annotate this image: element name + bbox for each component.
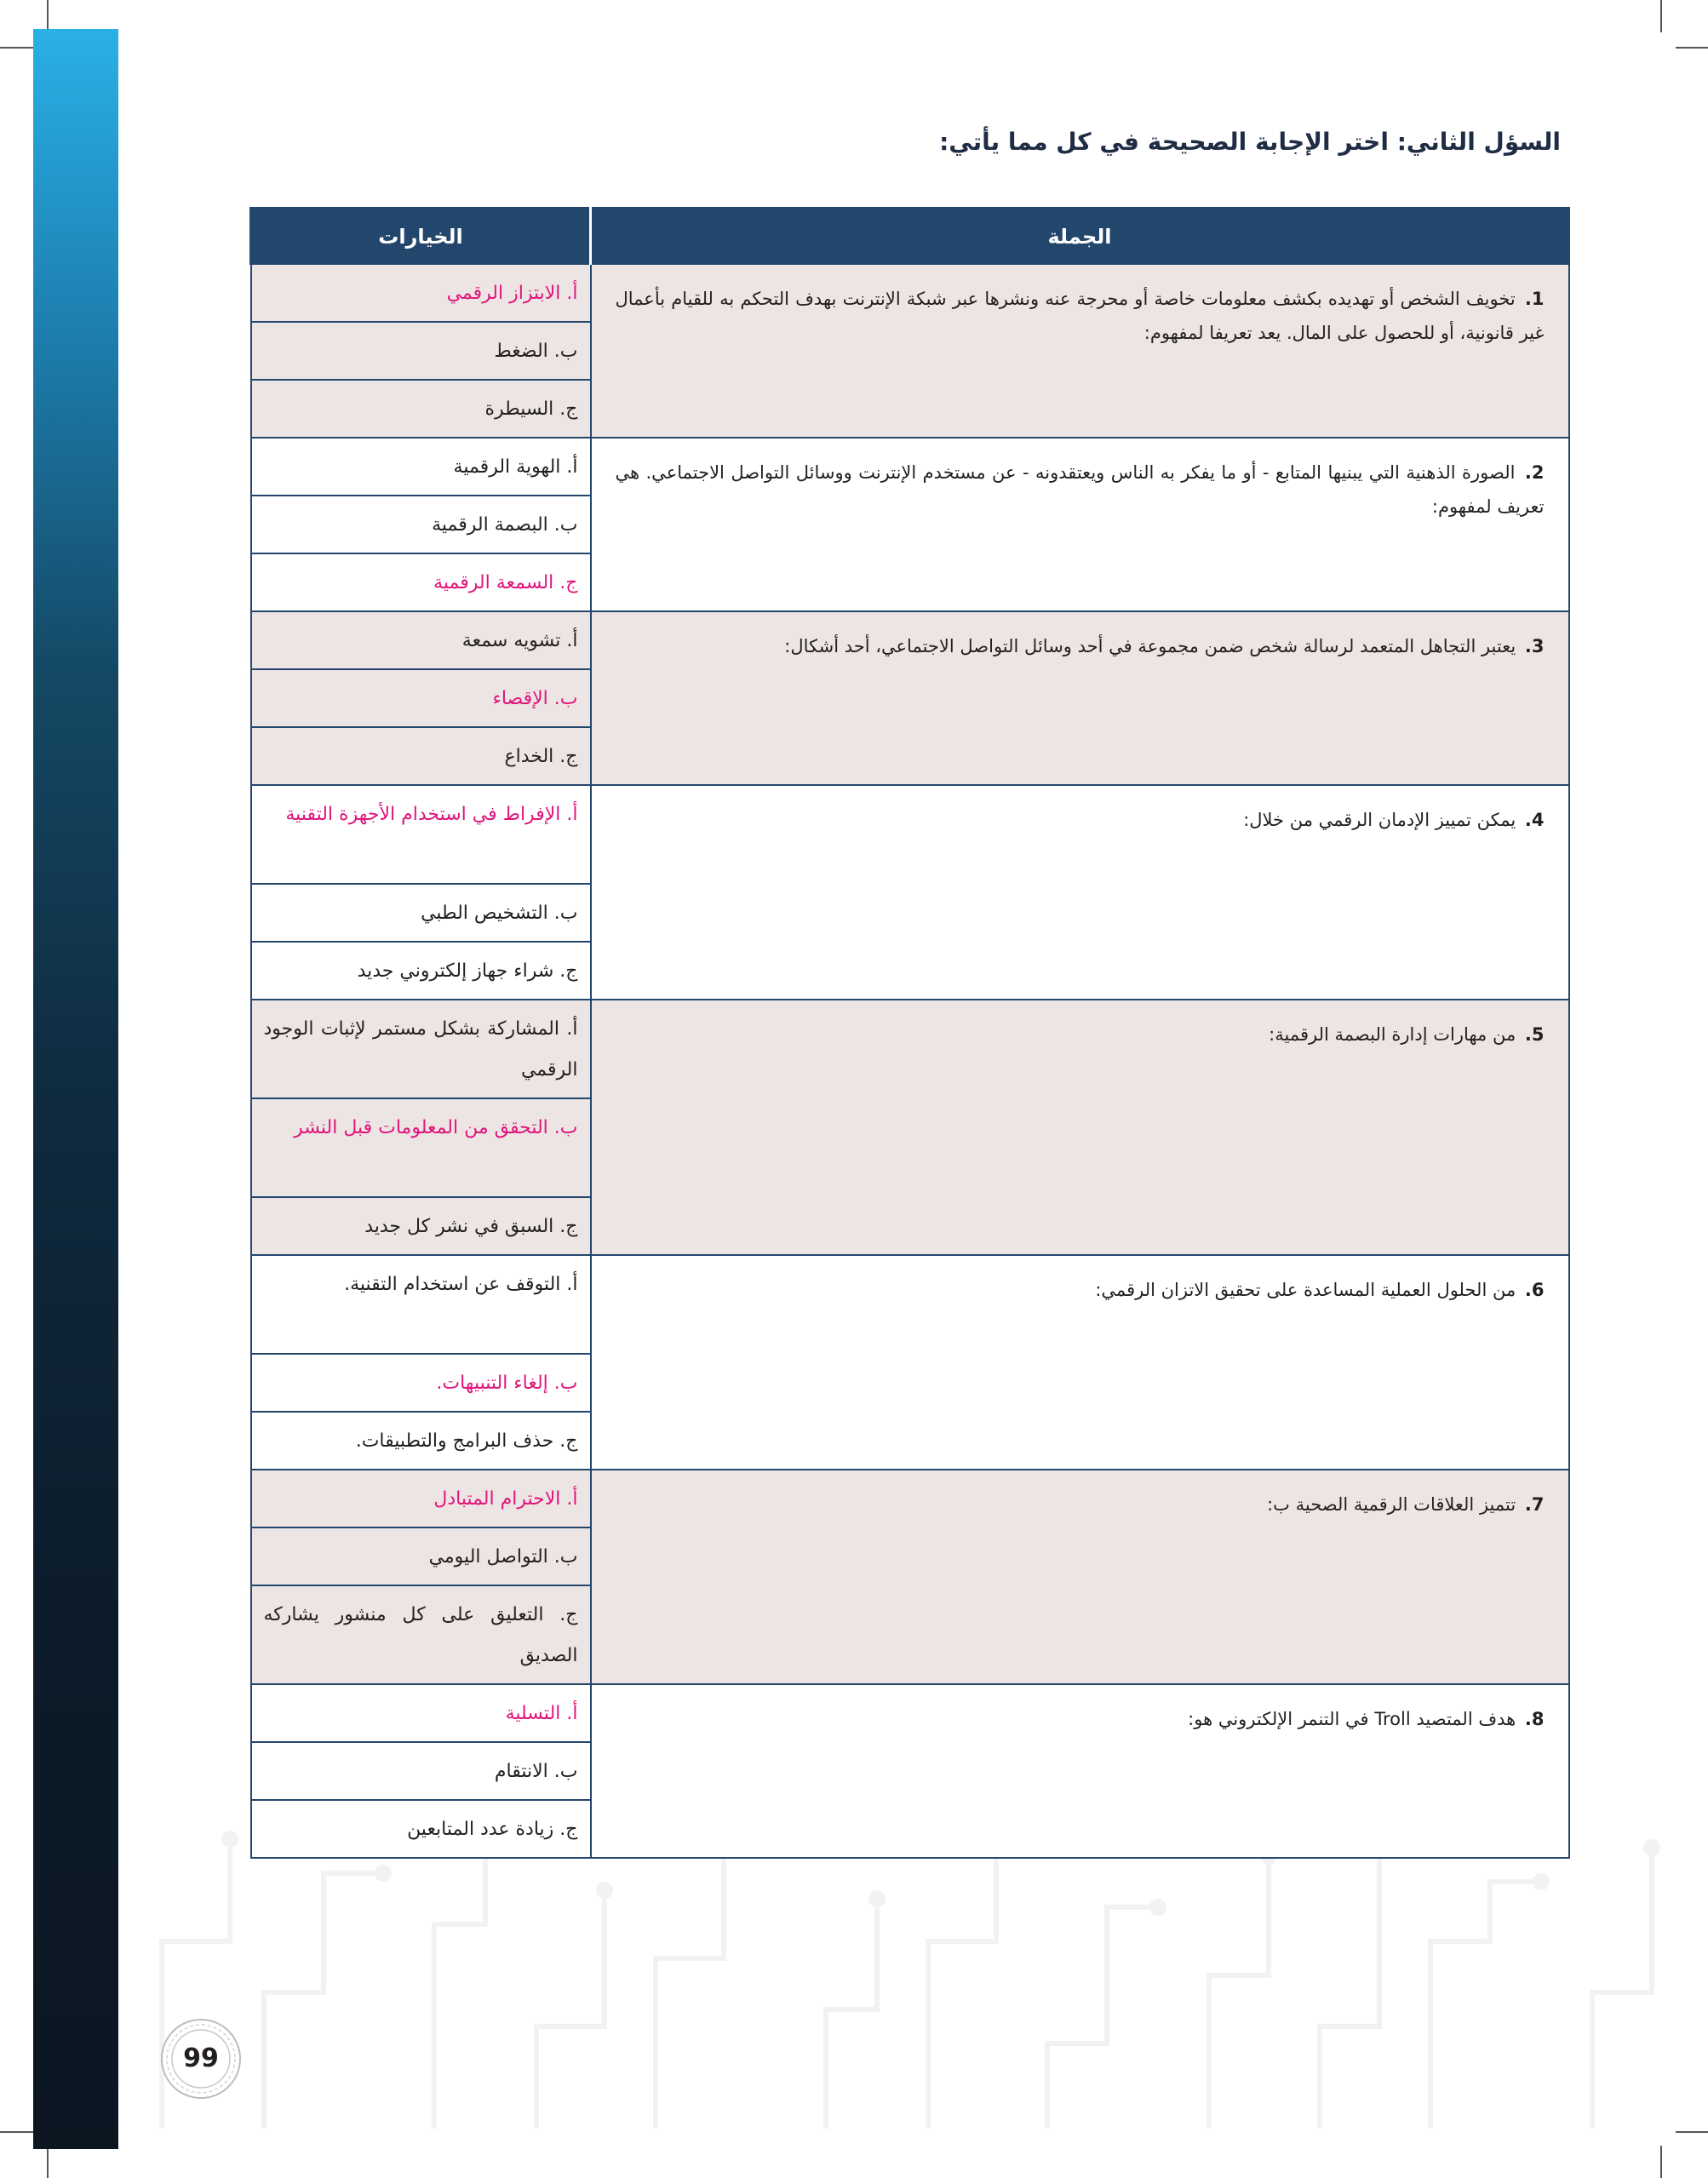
option-text: الاحترام المتبادل [433, 1488, 561, 1510]
option-cell[interactable] [251, 380, 591, 438]
question-text: الصورة الذهنية التي يبنيها المتابع - أو ما يفكر به الناس ويعتقدونه - عن مستخدم الإنترنت ووسائل التواصل الاجتماعي. هي تعريف لمفهوم: [615, 462, 1545, 517]
question-number: 1. [1524, 289, 1545, 309]
option-cell[interactable] [251, 1742, 591, 1800]
table-row [251, 264, 1569, 322]
option-cell[interactable] [251, 1527, 591, 1585]
option-letter: ج. [559, 572, 578, 593]
option-letter: ب. [553, 1546, 578, 1568]
option-text: الضغط [494, 341, 548, 362]
column-header-options: الخيارات [251, 209, 591, 265]
option-cell[interactable] [251, 669, 591, 727]
question-text: من مهارات إدارة البصمة الرقمية: [1269, 1024, 1516, 1045]
option-cell[interactable] [251, 438, 591, 496]
quiz-table [249, 207, 1570, 1859]
side-color-bar [33, 29, 118, 2149]
question-sentence [591, 785, 1569, 1000]
option-letter: ب. [553, 903, 578, 924]
option-cell[interactable] [251, 1470, 591, 1527]
crop-mark [0, 47, 34, 49]
option-letter: أ. [566, 630, 578, 651]
option-cell[interactable] [251, 322, 591, 380]
option-cell[interactable] [251, 1098, 591, 1197]
option-text: الإفراط في استخدام الأجهزة التقنية [285, 804, 561, 825]
option-text: إلغاء التنبيهات. [436, 1373, 548, 1394]
option-text: التوقف عن استخدام التقنية. [344, 1274, 561, 1295]
option-text: التشخيص الطبي [421, 903, 548, 924]
table-row [251, 1684, 1569, 1742]
option-text: التواصل اليومي [428, 1546, 548, 1568]
option-cell[interactable] [251, 727, 591, 785]
option-cell[interactable] [251, 942, 591, 1000]
option-letter: أ. [566, 1488, 578, 1510]
option-text: السبق في نشر كل جديد [364, 1216, 554, 1237]
option-text: تشويه سمعة [461, 630, 561, 651]
question-sentence [591, 611, 1569, 785]
option-letter: ب. [553, 1373, 578, 1394]
table-row [251, 438, 1569, 496]
option-cell[interactable] [251, 1255, 591, 1354]
crop-mark [1660, 0, 1662, 32]
option-text: حذف البرامج والتطبيقات. [355, 1430, 554, 1452]
option-letter: أ. [566, 1274, 578, 1295]
crop-mark [1660, 2146, 1662, 2178]
table-row [251, 1000, 1569, 1098]
question-text: من الحلول العملية المساعدة على تحقيق الاتزان الرقمي: [1095, 1280, 1516, 1300]
option-text: البصمة الرقمية [432, 514, 548, 536]
option-text: التحقق من المعلومات قبل النشر [294, 1117, 548, 1138]
option-text: شراء جهاز إلكتروني جديد [357, 960, 554, 982]
crop-mark [47, 0, 49, 32]
option-text: الإقصاء [492, 688, 548, 709]
option-cell[interactable] [251, 1800, 591, 1858]
table-header-row [251, 209, 1569, 265]
option-letter: ج. [559, 1216, 578, 1237]
option-text: زيادة عدد المتابعين [407, 1819, 554, 1840]
option-cell[interactable] [251, 1197, 591, 1255]
question-sentence [591, 1255, 1569, 1470]
page-number: 99 [183, 2043, 219, 2073]
option-letter: ب. [553, 1761, 578, 1782]
option-cell[interactable] [251, 553, 591, 611]
option-letter: أ. [566, 283, 578, 304]
question-number: 2. [1524, 462, 1545, 483]
option-letter: ب. [553, 341, 578, 362]
option-letter: ب. [553, 514, 578, 536]
option-letter: ب. [553, 1117, 578, 1138]
option-cell[interactable] [251, 1000, 591, 1098]
table-row [251, 611, 1569, 669]
option-cell[interactable] [251, 1354, 591, 1412]
table-row [251, 1255, 1569, 1354]
question-sentence [591, 1684, 1569, 1858]
question-sentence [591, 1470, 1569, 1684]
crop-mark [0, 2131, 34, 2133]
option-text: التعليق على كل منشور يشاركه الصديق [263, 1604, 578, 1666]
question-text: هدف المتصيد Troll في التنمر الإلكتروني هو: [1188, 1709, 1516, 1729]
crop-mark [47, 2146, 49, 2178]
option-text: التسلية [505, 1703, 561, 1724]
question-sentence [591, 438, 1569, 611]
option-cell[interactable] [251, 1585, 591, 1684]
crop-mark [1676, 2131, 1708, 2133]
option-letter: ج. [559, 1604, 578, 1625]
option-letter: ج. [559, 398, 578, 420]
question-number: 3. [1524, 636, 1545, 656]
question-text: يعتبر التجاهل المتعمد لرسالة شخص ضمن مجموعة في أحد وسائل التواصل الاجتماعي، أحد أشكال: [784, 636, 1516, 656]
option-letter: أ. [566, 456, 578, 478]
option-text: الهوية الرقمية [453, 456, 561, 478]
option-letter: أ. [566, 804, 578, 825]
question-title: السؤل الثاني: اختر الإجابة الصحيحة في كل مما يأتي: [939, 128, 1561, 156]
option-letter: ج. [559, 1430, 578, 1452]
option-cell[interactable] [251, 785, 591, 884]
question-number: 6. [1524, 1280, 1545, 1300]
question-number: 8. [1524, 1709, 1545, 1729]
question-text: تتميز العلاقات الرقمية الصحية ب: [1267, 1494, 1516, 1515]
question-sentence [591, 1000, 1569, 1255]
option-letter: ج. [559, 746, 578, 767]
option-text: السمعة الرقمية [433, 572, 554, 593]
option-cell[interactable] [251, 496, 591, 553]
crop-mark [1676, 47, 1708, 49]
option-text: الخداع [504, 746, 554, 767]
question-text: تخويف الشخص أو تهديده بكشف معلومات خاصة أو محرجة عنه ونشرها عبر شبكة الإنترنت بهدف التحكم به للقيام بأعمال غير قانونية، أو للحصول على المال. يعد تعريفا لمفهوم: [615, 289, 1545, 343]
option-cell[interactable] [251, 884, 591, 942]
option-text: المشاركة بشكل مستمر لإثبات الوجود الرقمي [263, 1018, 578, 1080]
option-cell[interactable] [251, 1412, 591, 1470]
option-cell[interactable] [251, 264, 591, 322]
table-row [251, 785, 1569, 884]
option-text: الابتزاز الرقمي [446, 283, 561, 304]
option-cell[interactable] [251, 611, 591, 669]
option-letter: أ. [566, 1703, 578, 1724]
option-letter: أ. [566, 1018, 578, 1040]
option-text: الانتقام [494, 1761, 548, 1782]
option-cell[interactable] [251, 1684, 591, 1742]
column-header-sentence: الجملة [591, 209, 1569, 265]
question-text: يمكن تمييز الإدمان الرقمي من خلال: [1243, 810, 1516, 830]
question-number: 7. [1524, 1494, 1545, 1515]
option-letter: ج. [559, 1819, 578, 1840]
option-letter: ج. [559, 960, 578, 982]
question-number: 5. [1524, 1024, 1545, 1045]
question-sentence [591, 264, 1569, 438]
option-text: السيطرة [484, 398, 554, 420]
option-letter: ب. [553, 688, 578, 709]
question-number: 4. [1524, 810, 1545, 830]
table-row [251, 1470, 1569, 1527]
